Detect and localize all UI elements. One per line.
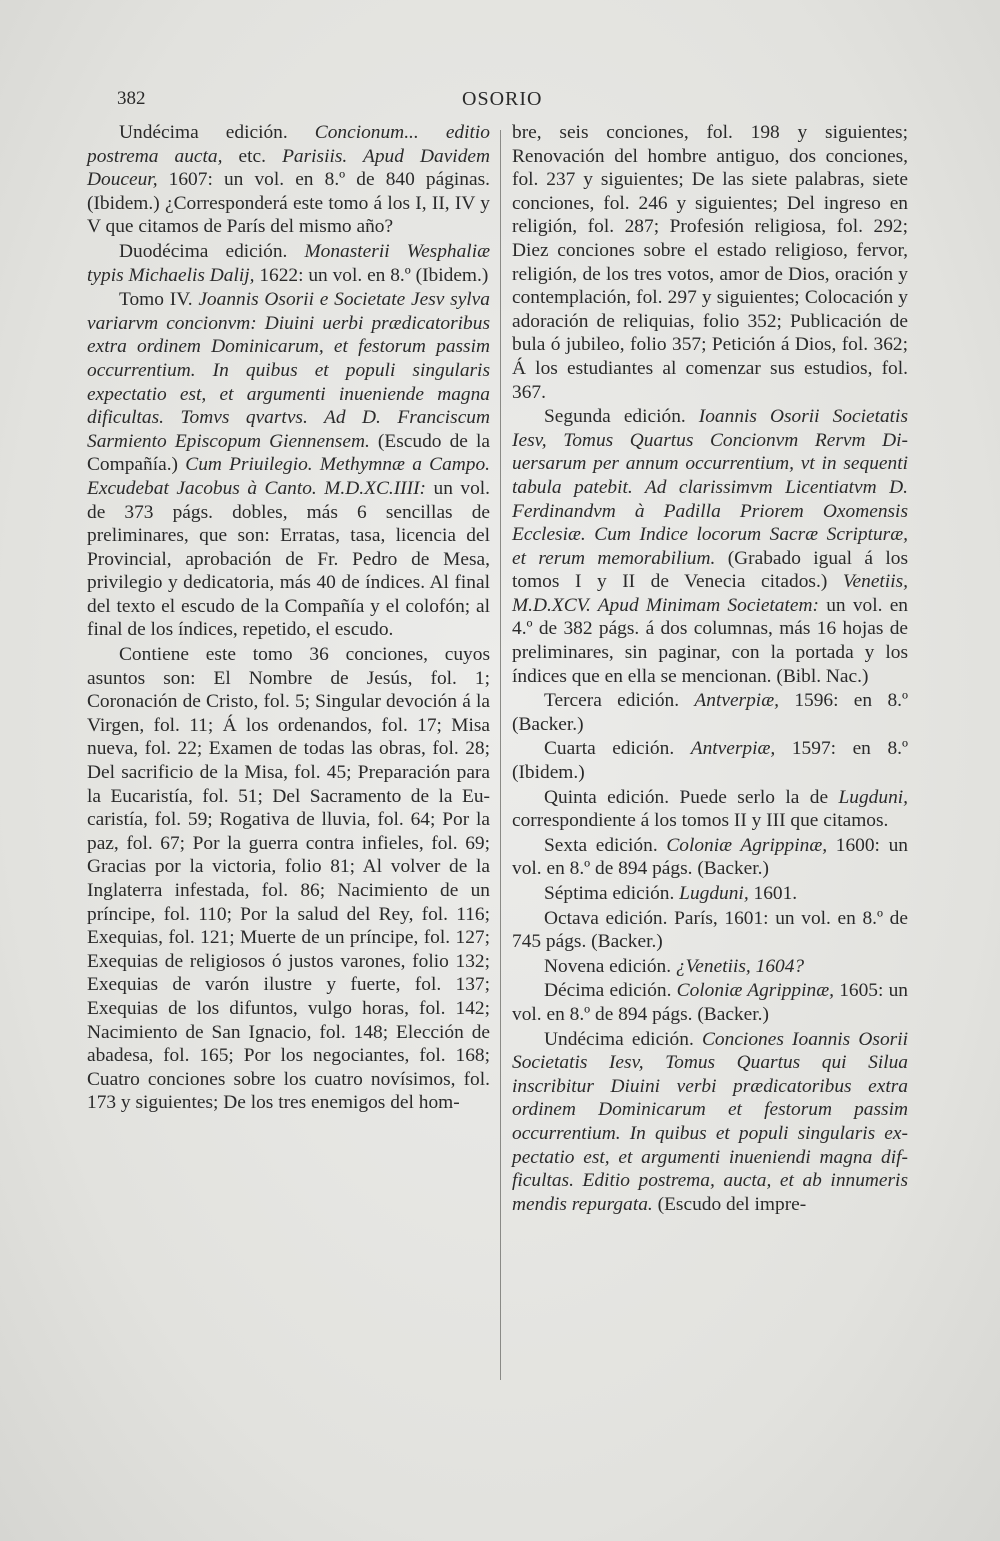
- italic-text: Concionum... editio postrema aucta,: [87, 122, 490, 167]
- text-run: Tomo IV.: [119, 289, 199, 311]
- column-divider: [500, 130, 501, 1380]
- text-run: Contiene este tomo 36 conciones, cuyos asuntos son: El Nombre de Jesús, fol. 1; Coronación de Cristo, fol. 5; Singular devoción á la Virgen, fol. 11; Á los ordenandos, fol. 17; Misa nueva, fol. 22; Examen de todas las obras, fol. 28; Del sacrificio de la Misa, fol. 45; Preparación para la Eucaristía, fol. 51; Del Sacramento de la Eucaristía, fol. 59; Rogativa de lluvia, fol. 64; Por la paz, fol. 67; Por la guerra contra infieles, fol. 69; Gracias por la victoria, folio 81; Al volver de la Inglaterra infestada, fol. 86; Nacimiento de un príncipe, fol. 110; Por la salud del Rey, fol. 116; Exequias, fol. 121; Muerte de un príncipe, fol. 127; Exequias de religiosos ó justos varones, folio 132; Exequias de varón ilustre y fuerte, fol. 137; Exequias de los difuntos, vulgo horas, fol. 142; Nacimiento de San Ignacio, fol. 148; Elección de abadesa, fol. 165; Por los negociantes, fol. 168; Cuatro conciones sobre los cuatro novísimos, fol. 173 y siguientes; De los tres enemigos del hom-: [87, 644, 490, 1114]
- text-run: bre, seis conciones, fol. 198 y siguientes; Renovación del hombre antiguo, dos conciones, fol. 237 y siguientes; De las siete palabras, siete conciones, fol. 246 y siguientes; Del ingreso en religión, fol. 287; Profesión religiosa, fol. 292; Diez conciones sobre el estado religioso, fervor, religión, de los tres votos, amor de Dios, oración y contemplación, fol. 297 y siguientes; Colocación y adoración de reliquias, folio 352; Publicación de bula ó jubileo, folio 357; Petición á Dios, fol. 362; Á los estudiantes al comenzar sus estudios, fol. 367.: [512, 122, 908, 403]
- paragraph: [512, 1028, 908, 1217]
- italic-text: Cum Priuilegio. Methymnæ a Campo. Excudebat Jacobus à Canto. M.D.XC.IIII:: [87, 454, 491, 499]
- italic-text: Monasterii Wesphaliæ typis Michaelis Dalij,: [87, 240, 491, 286]
- text-run: 1601.: [748, 883, 798, 904]
- text-run: 1622: un vol. en 8.º (Ibidem.): [254, 264, 489, 286]
- italic-text: Conciones Ioannis Osorii Societatis Iesv, Tomus Quartus qui Silua inscribitur Diuini verbi prædicatoribus extra ordinem Dominicarum et festorum passim occurrentium. In quibus et populi singularis expectatio est, et argumenti inueniendi magna difficultas. Editio postrema, aucta, et ab innumeris mendis repurgata.: [512, 1028, 908, 1215]
- italic-text: Coloniæ Agrippinæ,: [666, 834, 828, 856]
- paragraph: [512, 834, 908, 881]
- text-run: (Grabado igual á los tomos I y II de Venecia citados.): [512, 547, 908, 593]
- paragraph: [512, 121, 908, 404]
- paragraph: [512, 907, 908, 954]
- italic-text: Lugduni,: [679, 883, 749, 904]
- page-number: 382: [117, 88, 146, 109]
- paragraph: [87, 643, 490, 1115]
- text-run: Undécima edición.: [119, 122, 315, 143]
- text-run: Octava edición. París, 1601: un vol. en 8.º de 745 págs. (Backer.): [512, 907, 908, 953]
- running-title: OSORIO: [462, 88, 543, 110]
- text-run: Cuarta edición.: [544, 738, 691, 760]
- text-run: 1597: en 8.º (Ibidem.): [512, 738, 908, 784]
- text-run: 1607: un vol. en 8.º de 840 páginas. (Ibidem.) ¿Corresponderá este tomo á los I, II, IV y V que citamos de París del mismo año?: [87, 169, 490, 238]
- text-run: (Escudo del impre-: [652, 1193, 807, 1215]
- paragraph: [512, 689, 908, 736]
- paragraph: [87, 121, 490, 239]
- page-header: [0, 88, 1000, 118]
- text-run: Tercera edición.: [544, 690, 695, 712]
- text-run: un vol. de 373 págs. dobles, más 6 sencillas de preliminares, que son: Erratas, tasa, licencia del Provincial, aprobación de Fr. Pedro de Mesa, privilegio y dedicatoria, más 40 de índices. Al final del texto el escudo de la Compañía y el colofón; al final de los índices, repetido, el escudo.: [87, 477, 490, 641]
- left-column: [87, 121, 490, 1116]
- italic-text: Parisiis. Apud Davidem Douceur,: [87, 145, 490, 191]
- text-run: etc.: [222, 145, 283, 167]
- paragraph: [512, 405, 908, 688]
- text-run: 1605: un vol. en 8.º de 894 págs. (Backer.): [512, 980, 908, 1025]
- paragraph: [512, 786, 908, 833]
- paragraph: [512, 979, 908, 1026]
- paragraph: [87, 288, 490, 642]
- text-run: 1600: un vol. en 8.º de 894 págs. (Backer.): [512, 834, 908, 880]
- text-run: Segunda edición.: [544, 406, 699, 428]
- text-run: correspondiente á los tomos II y III que citamos.: [512, 810, 889, 832]
- italic-text: ¿Venetiis, 1604?: [675, 955, 805, 977]
- text-run: Quinta edición. Puede serlo la de: [544, 786, 839, 808]
- italic-text: Venetiis, M.D.XCV. Apud Minimam Societatem:: [512, 571, 908, 616]
- text-run: 1596: en 8.º (Backer.): [512, 690, 908, 735]
- text-run: Sexta edición.: [544, 834, 667, 856]
- paragraph: [512, 955, 908, 979]
- text-run: Novena edición.: [544, 955, 676, 977]
- text-run: Undécima edición.: [544, 1028, 702, 1050]
- text-run: un vol. en 4.º de 382 págs. á dos columnas, más 16 hojas de preliminares, sin paginar, con la portada y los índices que en ella se mencionan. (Bibl. Nac.): [512, 594, 908, 687]
- paragraph: [87, 240, 490, 287]
- paragraph: [512, 737, 908, 784]
- text-run: Séptima edición.: [544, 883, 680, 904]
- text-run: (Escudo de la Compañía.): [87, 430, 490, 476]
- italic-text: Lugduni,: [838, 786, 908, 808]
- italic-text: Coloniæ Agrippinæ,: [676, 980, 834, 1002]
- italic-text: Joannis Osorii e Societate Jesv sylva variarvm concionvm: Diuini uerbi prædicatoribus extra ordinem Dominicarum, et festorum passim occurrentium. In quibus et populi singularis expectatio est, et argumenti inueniende magna dificultas. Tomvs qvartvs. Ad D. Franciscum Sarmiento Episcopum Giennensem.: [87, 289, 490, 452]
- italic-text: Ioannis Osorii Societatis Iesv, Tomus Quartus Concionvm Rervm Diuersarum per annum occurrentium, vt in sequenti tabula patebit. Ad clarissimvm Licentiatvm D. Ferdinandvm à Padilla Priorem Oxomensis Ecclesiæ. Cum Indice locorum Sacræ Scripturæ, et rerum memorabilium.: [512, 406, 908, 569]
- right-column: [512, 121, 908, 1217]
- text-run: Duodécima edición.: [119, 240, 305, 262]
- text-run: Décima edición.: [544, 980, 677, 1002]
- paragraph: [512, 882, 908, 906]
- italic-text: Antverpiæ,: [690, 738, 776, 760]
- italic-text: Antverpiæ,: [694, 690, 779, 712]
